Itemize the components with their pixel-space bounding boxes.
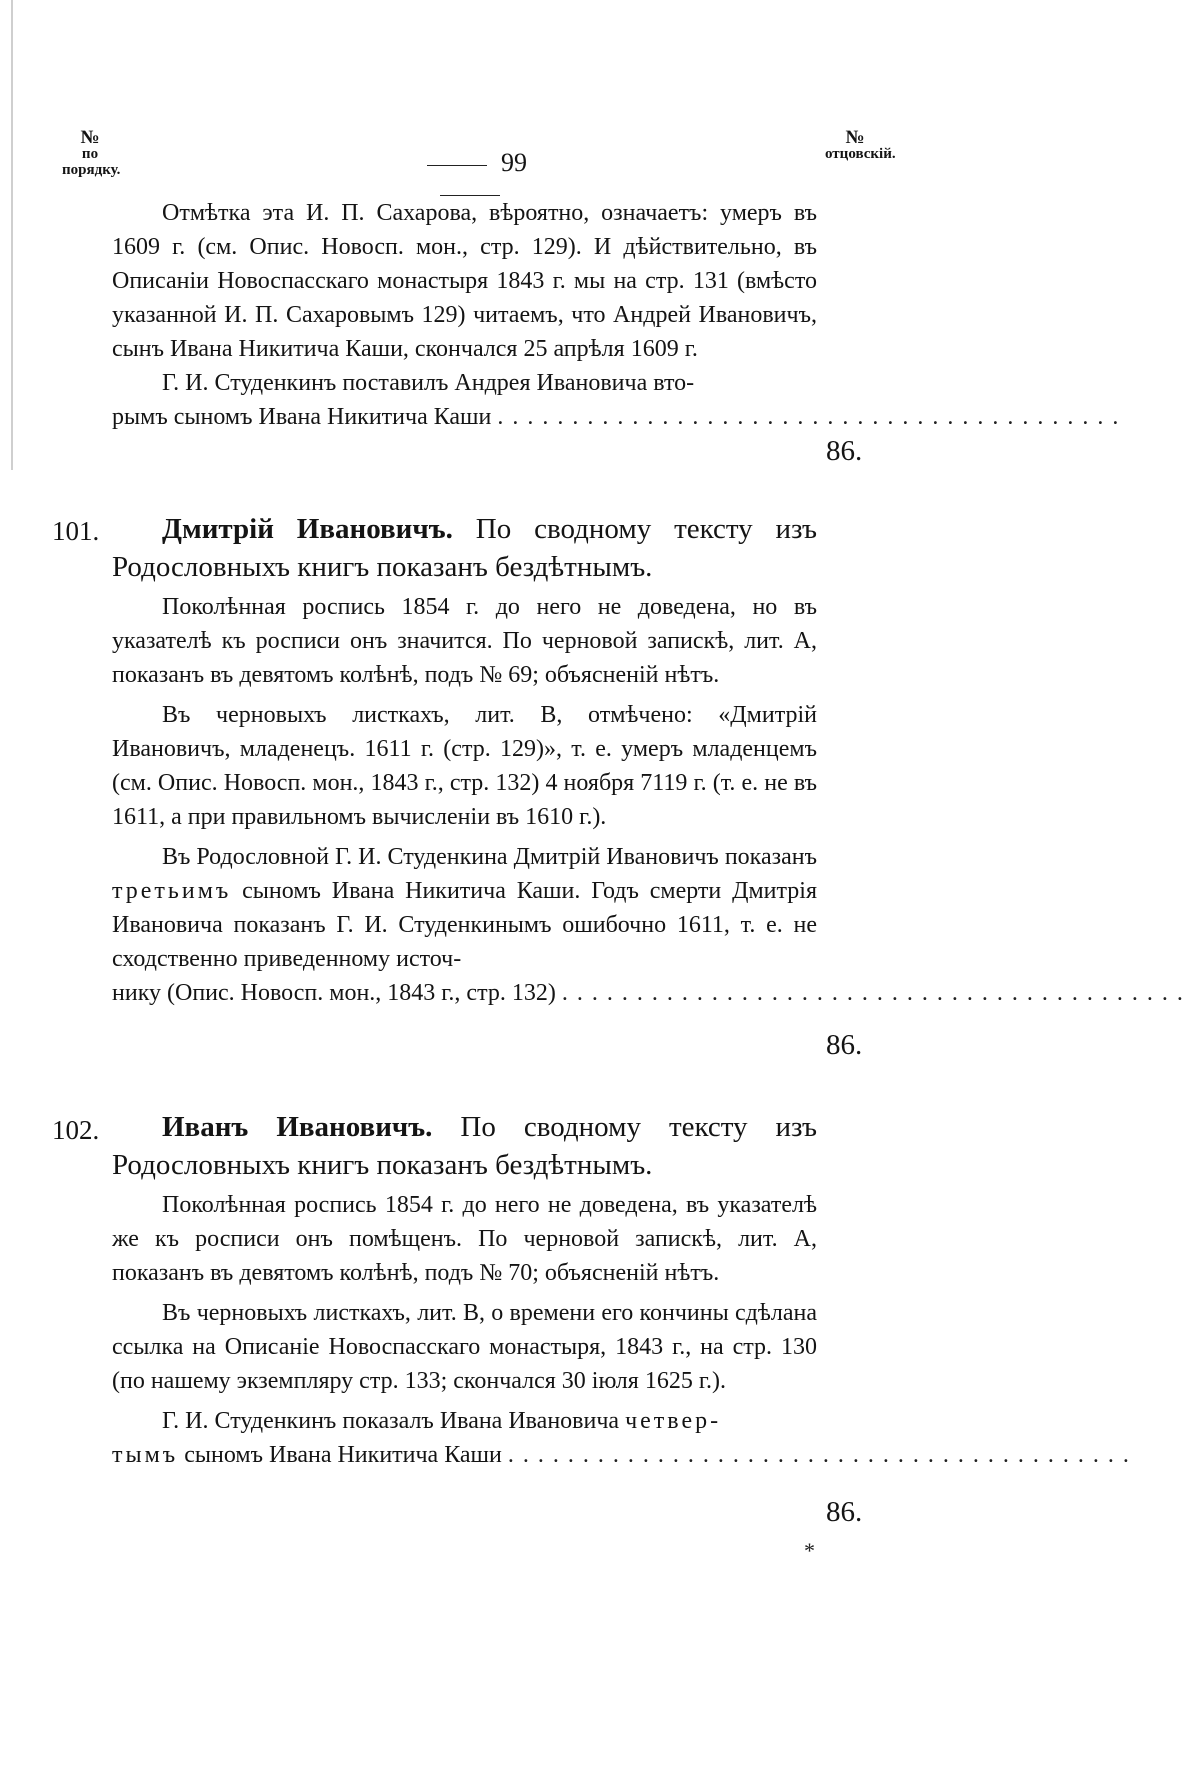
number-sign: № (845, 127, 865, 148)
paragraph: Поколѣнная роспись 1854 г. до него не доведена, но въ указателѣ къ росписи онъ значится. По черновой запискѣ, лит. А, показанъ въ девятомъ колѣнѣ, подъ № 69; объясненій нѣтъ. (112, 594, 817, 688)
generation-number: 86. (826, 1029, 863, 1061)
paragraph-line (112, 1404, 817, 1438)
entry-name: Иванъ Ивановичъ. (162, 1111, 433, 1143)
text-run: Въ Родословной Г. И. Студенкина Дмитрій Ивановичъ показанъ (162, 844, 817, 870)
spaced-word: третьимъ (112, 878, 232, 904)
entry-number: 101. (52, 516, 100, 546)
paragraph: Отмѣтка эта И. П. Сахарова, вѣроятно, означаетъ: умеръ въ 1609 г. (см. Опис. Новосп. мон., стр. 129). И дѣйствительно, въ Описаніи Новоспасскаго монастыря 1843 г. мы на стр. 131 (вмѣсто указанной И. П. Сахаровымъ 129) читаемъ, что Андрей Ивановичъ, сынъ Ивана Никитича Каши, скончался 25 апрѣля 1609 г. (112, 200, 817, 362)
paragraph: Въ черновыхъ листкахъ, лит. В, о времени его кончины сдѣлана ссылка на Описаніе Новоспасскаго монастыря, 1843 г., на стр. 130 (по нашему экземпляру стр. 133; скончался 30 іюля 1625 г.). (112, 1300, 817, 1394)
text-line (112, 1438, 502, 1472)
dot-leader: .......................................... (561, 980, 1192, 1006)
column-label-father (810, 127, 900, 162)
text-run: сыномъ Ивана Никитича Каши. Годъ смерти Дмитрія Ивановича показанъ Г. И. Студенкинымъ ошибочно 1611, т. е. не сходственно приведенному источ- (112, 878, 817, 972)
entry-heading (112, 510, 817, 586)
leader-line (112, 1438, 1138, 1472)
paragraph-line (112, 366, 817, 400)
entry-heading-text: По сводному тексту изъ Родословныхъ книгъ показанъ бездѣтнымъ. (112, 1111, 818, 1181)
page-number-rule-left (427, 165, 487, 166)
entry-number: 102. (52, 1115, 100, 1145)
paragraph: Въ черновыхъ листкахъ, лит. В, отмѣчено: «Дмитрій Ивановичъ, младенецъ. 1611 г. (стр. 129)», т. е. умеръ младенцемъ (см. Опис. Новосп. мон., 1843 г., стр. 132) 4 ноября 7119 г. (т. е. не въ 1611, а при правильномъ вычисленіи въ 1610 г.). (112, 702, 817, 830)
entry-102 (112, 1108, 1138, 1472)
text-line: Г. И. Студенкинъ поставилъ Андрея Ивановича вто- (162, 370, 695, 396)
paragraph: Поколѣнная роспись 1854 г. до него не доведена, въ указателѣ же къ росписи онъ помѣщенъ. По черновой запискѣ, лит. А, показанъ въ девятомъ колѣнѣ, подъ № 70; объясненій нѣтъ. (112, 1192, 817, 1286)
leader-line (112, 400, 1128, 434)
generation-number: 86. (826, 435, 863, 467)
leader-line (112, 976, 1192, 1010)
column-label-order (55, 127, 125, 178)
dot-leader: .......................................... (507, 1442, 1138, 1468)
page-number-text: 99 (501, 148, 527, 177)
text-line: рымъ сыномъ Ивана Никитича Каши (112, 404, 492, 430)
number-sign: № (80, 127, 100, 148)
entry-101 (112, 510, 1192, 1010)
paragraph (112, 840, 817, 976)
generation-number: 86. (826, 1496, 863, 1528)
dot-leader: .......................................... (497, 404, 1128, 430)
column-label-father-text: отцовскій. (825, 146, 896, 162)
text-run: сыномъ Ивана Никитича Каши (178, 1442, 502, 1468)
entry-heading (112, 1108, 817, 1184)
entry-name: Дмитрій Ивановичъ. (162, 513, 453, 545)
end-asterisk: * (804, 1538, 815, 1563)
entry-100-continuation (112, 196, 1128, 434)
text-run: Г. И. Студенкинъ показалъ Ивана Ивановича (162, 1408, 626, 1434)
scan-edge (11, 0, 13, 470)
text-line: нику (Опис. Новосп. мон., 1843 г., стр. 132) (112, 980, 556, 1006)
spaced-word: тымъ (112, 1442, 179, 1468)
entry-heading-text: По сводному тексту изъ Родословныхъ книгъ показанъ бездѣтнымъ. (112, 513, 817, 583)
spaced-word: четвер- (625, 1408, 722, 1434)
column-label-order-text: по порядку. (62, 146, 121, 178)
